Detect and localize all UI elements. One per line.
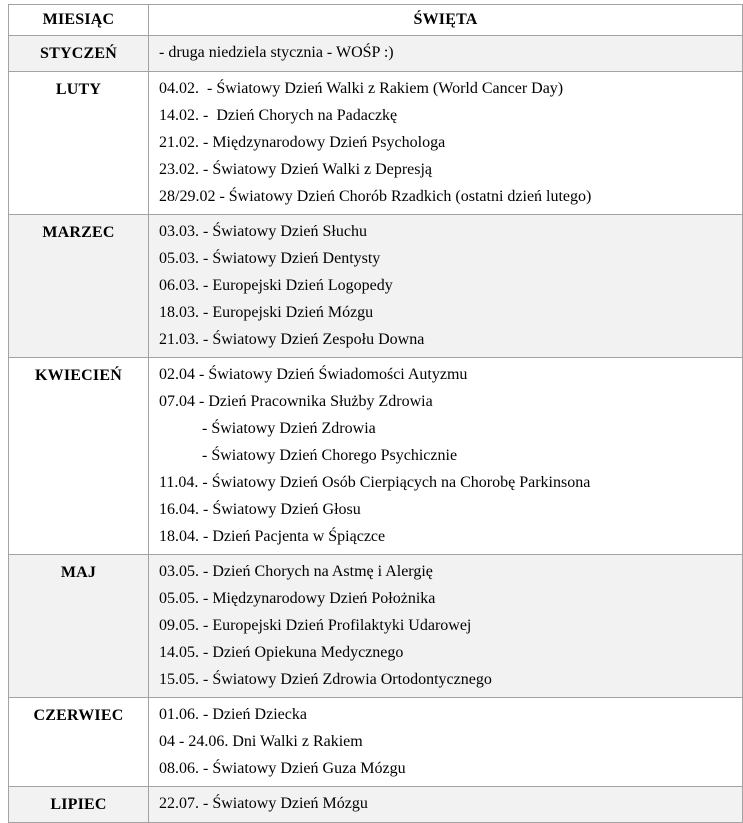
holiday-line: 04 - 24.06. Dni Walki z Rakiem bbox=[159, 733, 363, 750]
holiday-line: 01.06. - Dzień Dziecka bbox=[159, 706, 307, 723]
holiday-line: 18.03. - Europejski Dzień Mózgu bbox=[159, 304, 374, 321]
holidays-table bbox=[8, 4, 743, 823]
holiday-line: 15.05. - Światowy Dzień Zdrowia Ortodontycznego bbox=[159, 671, 492, 688]
holidays-cell bbox=[149, 787, 743, 823]
holidays-cell bbox=[149, 215, 743, 358]
header-holidays: ŚWIĘTA bbox=[149, 5, 743, 36]
holiday-line: 08.06. - Światowy Dzień Guza Mózgu bbox=[159, 760, 406, 777]
month-cell: LIPIEC bbox=[9, 787, 149, 823]
table-row bbox=[9, 36, 743, 72]
header-month: MIESIĄC bbox=[9, 5, 149, 36]
table-header bbox=[9, 5, 743, 36]
holiday-line: 06.03. - Europejski Dzień Logopedy bbox=[159, 277, 393, 294]
header-row bbox=[9, 5, 743, 36]
month-cell: CZERWIEC bbox=[9, 698, 149, 787]
holidays-cell bbox=[149, 698, 743, 787]
table-row bbox=[9, 555, 743, 698]
holiday-line: 23.02. - Światowy Dzień Walki z Depresją bbox=[159, 161, 433, 178]
table-row bbox=[9, 72, 743, 215]
holiday-line: 16.04. - Światowy Dzień Głosu bbox=[159, 501, 361, 518]
holiday-line: 09.05. - Europejski Dzień Profilaktyki Udarowej bbox=[159, 617, 472, 634]
holiday-line: - Światowy Dzień Zdrowia bbox=[202, 420, 376, 437]
holiday-line: 05.03. - Światowy Dzień Dentysty bbox=[159, 250, 381, 267]
holiday-line: 03.05. - Dzień Chorych na Astmę i Alergię bbox=[159, 563, 433, 580]
table-row bbox=[9, 787, 743, 823]
holiday-line: 02.04 - Światowy Dzień Świadomości Autyzmu bbox=[159, 366, 468, 383]
holiday-line: 14.02. - Dzień Chorych na Padaczkę bbox=[159, 107, 398, 124]
holidays-cell bbox=[149, 555, 743, 698]
table-row bbox=[9, 358, 743, 555]
holiday-line: - druga niedziela stycznia - WOŚP :) bbox=[159, 44, 394, 61]
holiday-line: 18.04. - Dzień Pacjenta w Śpiączce bbox=[159, 528, 386, 545]
holiday-line: 28/29.02 - Światowy Dzień Chorób Rzadkich (ostatni dzień lutego) bbox=[159, 188, 592, 205]
holiday-line: 22.07. - Światowy Dzień Mózgu bbox=[159, 795, 368, 812]
table-row bbox=[9, 698, 743, 787]
month-cell: STYCZEŃ bbox=[9, 36, 149, 72]
month-cell: MARZEC bbox=[9, 215, 149, 358]
holiday-line: 05.05. - Międzynarodowy Dzień Położnika bbox=[159, 590, 436, 607]
holidays-cell bbox=[149, 72, 743, 215]
table-row bbox=[9, 215, 743, 358]
holidays-cell bbox=[149, 358, 743, 555]
month-cell: LUTY bbox=[9, 72, 149, 215]
holiday-line: 21.02. - Międzynarodowy Dzień Psychologa bbox=[159, 134, 446, 151]
holiday-line: 11.04. - Światowy Dzień Osób Cierpiących na Chorobę Parkinsona bbox=[159, 474, 591, 491]
month-cell: KWIECIEŃ bbox=[9, 358, 149, 555]
holiday-line: 03.03. - Światowy Dzień Słuchu bbox=[159, 223, 367, 240]
holiday-line: 14.05. - Dzień Opiekuna Medycznego bbox=[159, 644, 404, 661]
holiday-line: - Światowy Dzień Chorego Psychicznie bbox=[202, 447, 458, 464]
month-cell: MAJ bbox=[9, 555, 149, 698]
holidays-cell bbox=[149, 36, 743, 72]
holiday-line: 04.02. - Światowy Dzień Walki z Rakiem (World Cancer Day) bbox=[159, 80, 564, 97]
holiday-line: 21.03. - Światowy Dzień Zespołu Downa bbox=[159, 331, 425, 348]
table-body bbox=[9, 36, 743, 823]
holiday-line: 07.04 - Dzień Pracownika Służby Zdrowia bbox=[159, 393, 433, 410]
